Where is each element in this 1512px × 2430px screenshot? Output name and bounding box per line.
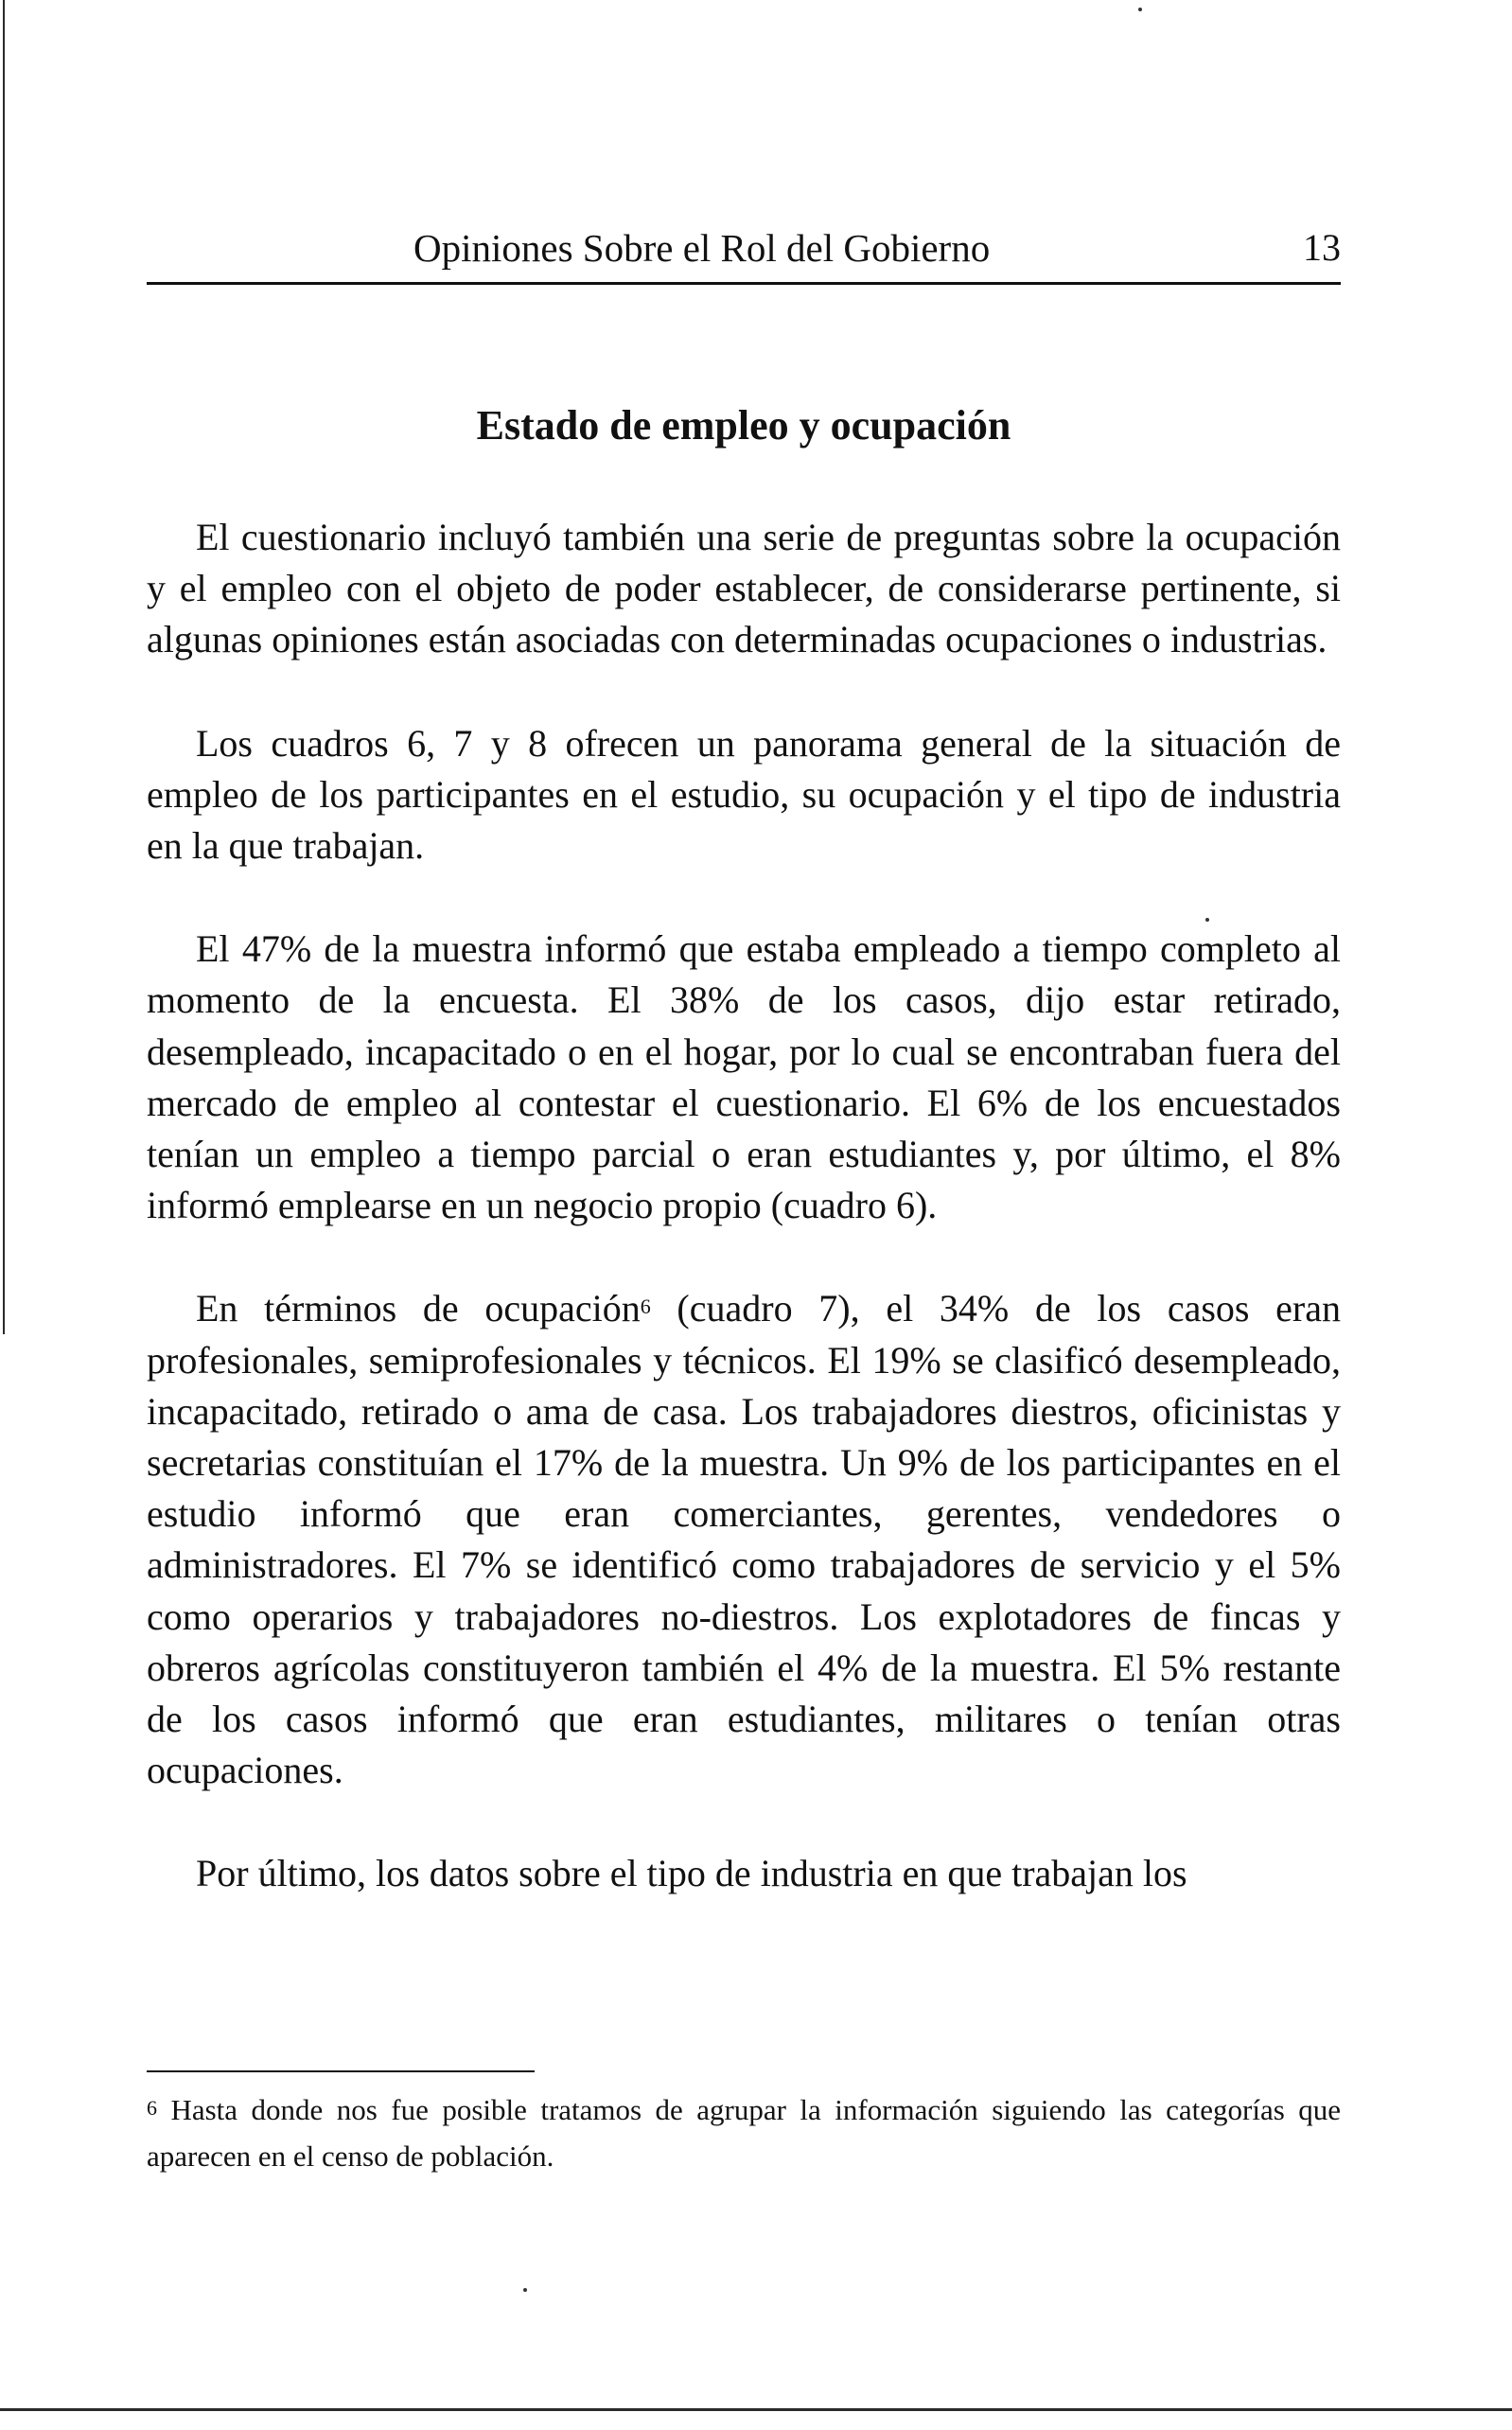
scan-bottom-edge: [0, 2408, 1512, 2411]
scan-speck: [1205, 918, 1209, 922]
footnote-text: Hasta donde nos fue posible tratamos de agrupar la información siguiendo las categorías que aparecen en el censo de población.: [147, 2093, 1341, 2173]
header-rule: [147, 282, 1341, 285]
section-heading: Estado de empleo y ocupación: [476, 402, 1011, 449]
footnote-mark: 6: [147, 2096, 157, 2120]
page-number: 13: [1303, 226, 1341, 269]
occupation-text-start: En términos de ocupación: [196, 1287, 641, 1330]
paragraph-questionnaire: El cuestionario incluyó también una serie de preguntas sobre la ocupación y el empleo con el objeto de poder establecer, de considerarse pertinente, si algunas opiniones están asociadas con determinadas ocupaciones o industrias.: [147, 516, 1341, 661]
footnote-rule: [147, 2070, 535, 2072]
occupation-text-rest: (cuadro 7), el 34% de los casos eran profesionales, semiprofesionales y técnicos. El 19% se clasificó desempleado, incapacitado, retirado o ama de casa. Los trabajadores diestros, oficinistas y secretarias constituían el 17% de la muestra. Un 9% de los participantes en el estudio informó que eran comerciantes, gerentes, vendedores o administradores. El 7% se identificó como trabajadores de servicio y el 5% como operarios y trabajadores no-diestros. Los explotadores de fincas y obreros agrícolas constituyeron también el 4% de la muestra. El 5% restante de los casos informó que eran estudiantes, militares o tenían otras ocupaciones.: [147, 1287, 1342, 1792]
paragraph-employment-status: El 47% de la muestra informó que estaba empleado a tiempo completo al momento de la encuesta. El 38% de los casos, dijo estar retirado, desempleado, incapacitado o en el hogar, por lo cual se encontraban fuera del mercado de empleo al contestar el cuestionario. El 6% de los encuestados tenían un empleo a tiempo parcial o eran estudiantes y, por último, el 8% informó emplearse en un negocio propio (cuadro 6).: [147, 927, 1341, 1227]
paragraph-tables-overview: Los cuadros 6, 7 y 8 ofrecen un panorama general de la situación de empleo de los participantes en el estudio, su ocupación y el tipo de industria en la que trabajan.: [147, 721, 1341, 868]
page-header: [147, 220, 1341, 276]
running-title: Opiniones Sobre el Rol del Gobierno: [413, 226, 991, 270]
footnote: [147, 2087, 1341, 2179]
paragraph-occupation: [147, 1283, 1341, 1796]
scan-speck: [1138, 8, 1142, 11]
paragraph-industry: Por último, los datos sobre el tipo de industria en que trabajan los: [196, 1852, 1187, 1895]
body-text: [147, 512, 1341, 1900]
footnote-reference[interactable]: 6: [640, 1294, 651, 1319]
scan-left-edge: [3, 0, 5, 1334]
scan-speck: [523, 2288, 527, 2292]
